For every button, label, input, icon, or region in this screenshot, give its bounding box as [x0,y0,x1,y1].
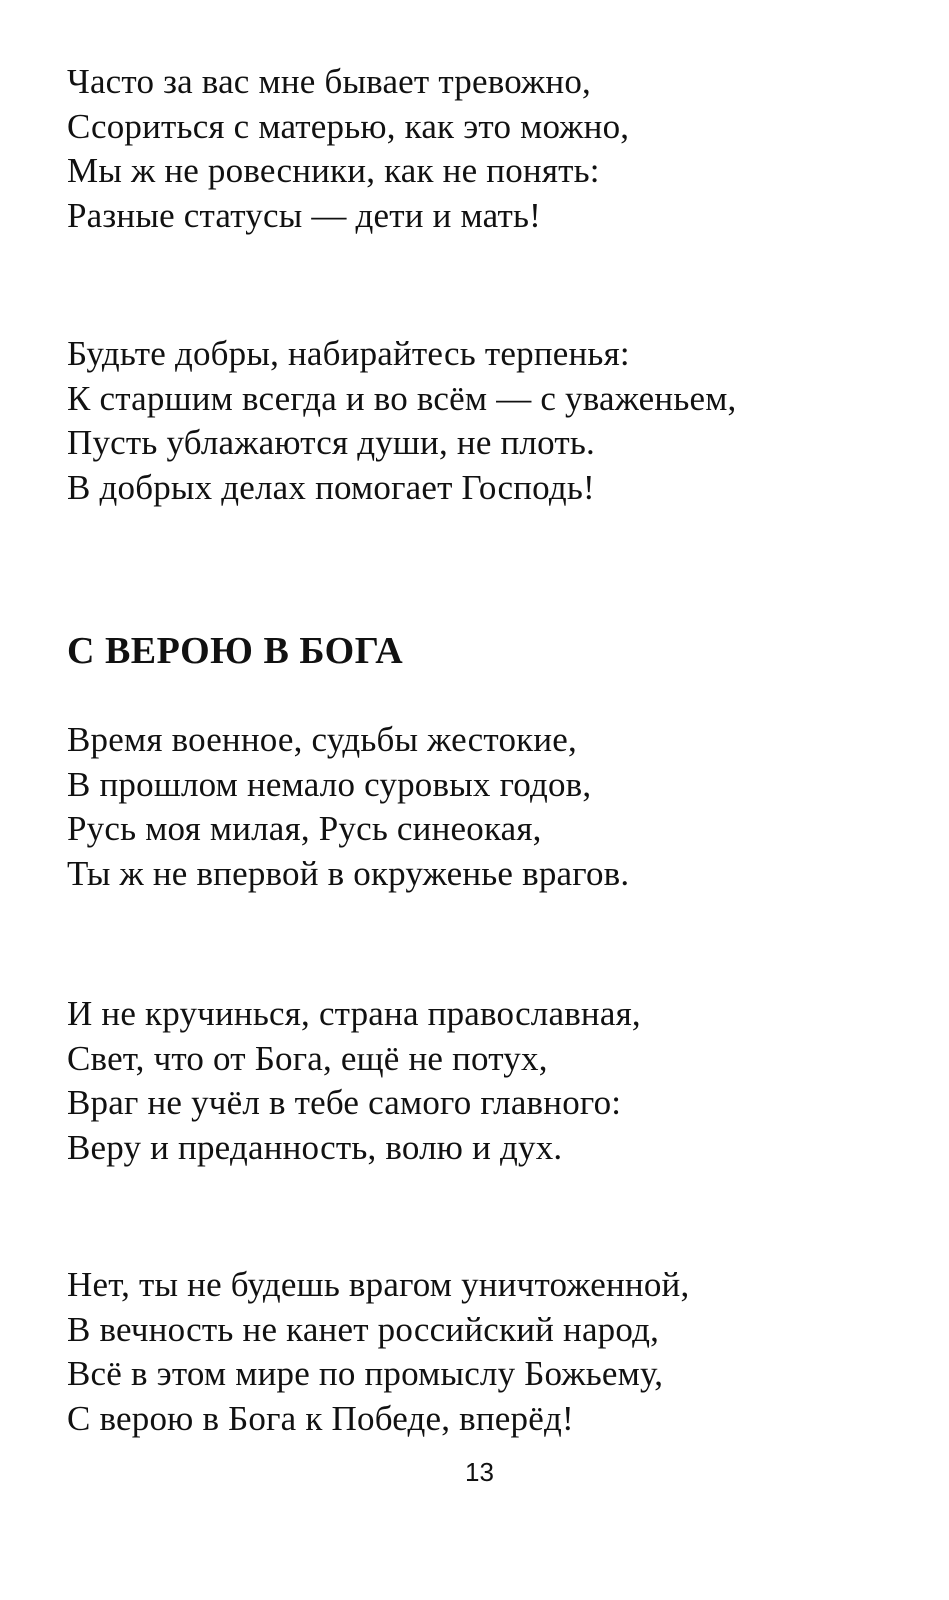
verse-line: Русь моя милая, Русь синеокая, [67,809,542,848]
verse-line: Веру и преданность, волю и дух. [67,1127,563,1167]
stanza-2 [67,992,641,1170]
page-number: 13 [465,1457,494,1487]
verse-line: В вечность не канет российский народ, [67,1309,660,1349]
stanza-3 [67,1263,689,1441]
verse-line: И не кручинься, страна православная, [67,994,641,1033]
stanza-previous-1 [67,60,629,238]
stanza-1 [67,718,629,896]
stanza-previous-2 [67,332,737,510]
verse-line: Ты ж не впервой в окруженье врагов. [67,853,630,893]
verse-line: Враг не учёл в тебе самого главного: [67,1083,622,1122]
verse-line: Всё в этом мире по промыслу Божьему, [67,1354,664,1393]
verse-line: В прошлом немало суровых годов, [67,764,592,804]
verse-line: Пусть ублажаются души, не плоть. [67,423,595,462]
verse-line: К старшим всегда и во всём — с уваженьем, [67,378,737,418]
verse-line: Часто за вас мне бывает тревожно, [67,62,591,101]
verse-line: Время военное, судьбы жестокие, [67,720,577,759]
verse-line: В добрых делах помогает Господь! [67,467,595,507]
verse-line: Будьте добры, набирайтесь терпенья: [67,334,630,373]
verse-line: Разные статусы — дети и мать! [67,195,541,235]
verse-line: Свет, что от Бога, ещё не потух, [67,1038,548,1078]
verse-line: Нет, ты не будешь врагом уничтоженной, [67,1265,690,1304]
verse-line: С верою в Бога к Победе, вперёд! [67,1398,574,1438]
verse-line: Мы ж не ровесники, как не понять: [67,151,600,190]
verse-line: Ссориться с матерью, как это можно, [67,106,630,146]
poem-title: С ВЕРОЮ В БОГА [67,630,404,672]
